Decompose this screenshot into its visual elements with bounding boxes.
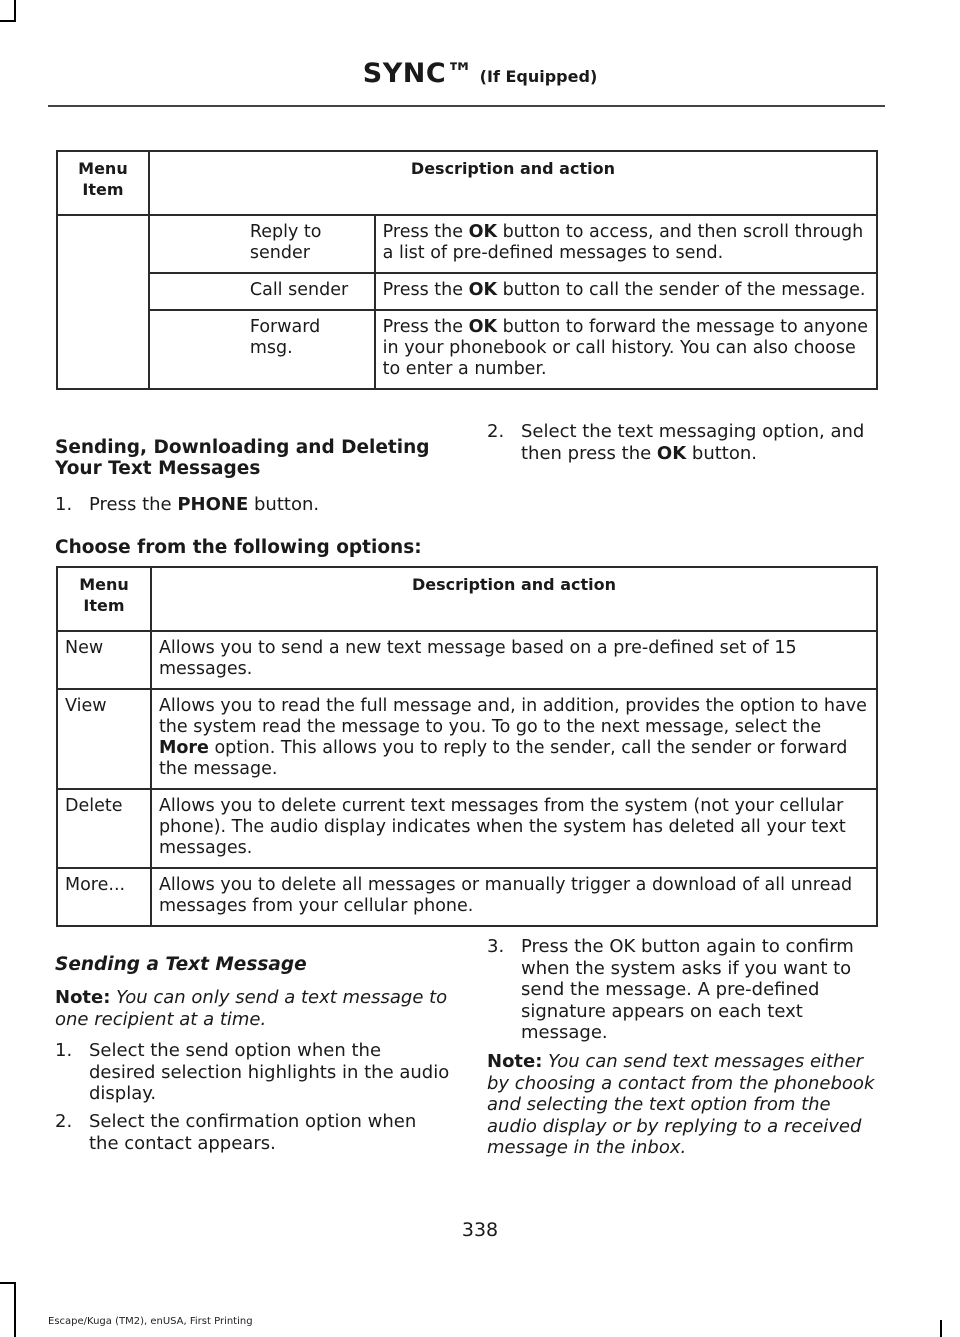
col-menu-item: Menu Item — [57, 567, 151, 631]
key-label: OK — [656, 442, 687, 464]
step-number: 3. — [487, 936, 505, 957]
header-subtitle: (If Equipped) — [479, 67, 598, 86]
step-text: Select the text messaging option, and then press the — [521, 421, 865, 464]
desc-text: Press the — [382, 317, 469, 337]
note-text: You can send text messages either by choosing a contact from the phonebook and selecting the text option from the audio display or by replying to a received message in the inbox. — [487, 1051, 875, 1158]
table-cell — [151, 789, 877, 868]
table-options — [56, 566, 878, 927]
crop-mark-top-left — [14, 0, 16, 22]
step-number: 2. — [487, 421, 505, 442]
crop-mark-top-left — [0, 20, 16, 22]
key-label: PHONE — [177, 494, 249, 515]
menu-item: View — [57, 689, 151, 789]
note-1 — [55, 987, 450, 1030]
desc-text: button to access, and then scroll through a list of pre-defined messages to send. — [382, 222, 864, 263]
header-rule — [48, 105, 885, 107]
menu-item: Delete — [57, 789, 151, 868]
step-number: 1. — [55, 494, 73, 515]
sub-item: Reply to sender — [249, 222, 322, 263]
sub-item: Call sender — [249, 280, 349, 300]
key-label: OK — [468, 280, 498, 300]
key-label: OK — [468, 317, 498, 337]
step-number: 2. — [55, 1111, 73, 1132]
choose-heading: Choose from the following options: — [55, 537, 422, 558]
page-header — [0, 58, 960, 89]
step-text: Press the OK button again to confirm when the system asks if you want to send the message. A pre-defined signature appears on each text message. — [521, 936, 854, 1043]
note-label: Note: — [487, 1051, 543, 1072]
step-text: Select the send option when the desired selection highlights in the audio display. — [89, 1040, 450, 1104]
table-cell — [375, 215, 877, 273]
desc-text: Press the — [382, 280, 469, 300]
desc-text: Allows you to send a new text message based on a pre-defined set of 15 messages. — [158, 638, 797, 679]
empty-cell — [57, 215, 149, 389]
step-text: button. — [686, 442, 757, 464]
step-text: Press the — [89, 494, 178, 515]
table-header-row — [57, 151, 877, 215]
col-description: Description and action — [151, 567, 877, 631]
table-row — [57, 310, 877, 389]
desc-text: Allows you to delete current text messages from the system (not your cellular phone). The audio display indicates when the system has deleted all your text messages. — [158, 796, 846, 858]
col-description: Description and action — [149, 151, 877, 215]
crop-mark-bottom-right — [940, 1320, 942, 1337]
table-cell — [149, 310, 375, 389]
step-text: button. — [248, 494, 320, 515]
table-cell — [149, 273, 375, 310]
section-heading: Sending, Downloading and Deleting Your Text Messages — [55, 437, 430, 479]
table-cell — [375, 273, 877, 310]
table-header-row — [57, 567, 877, 631]
sub-item: Forward msg. — [249, 317, 321, 358]
page-number: 338 — [461, 1219, 499, 1241]
menu-item: New — [57, 631, 151, 689]
table-cell — [375, 310, 877, 389]
table-row — [57, 215, 877, 273]
step-text: Select the confirmation option when the contact appears. — [89, 1111, 417, 1154]
crop-mark-bottom-left — [0, 1282, 16, 1284]
desc-text: Allows you to read the full message and, in addition, provides the option to have the system read the message to you. To go to the next message, select the — [158, 696, 867, 737]
table-message-actions — [56, 150, 878, 390]
desc-text: option. This allows you to reply to the sender, call the sender or forward the message. — [158, 738, 848, 779]
table-row — [57, 631, 877, 689]
subsection-heading: Sending a Text Message — [55, 954, 307, 975]
footer-text: Escape/Kuga (TM2), enUSA, First Printing — [48, 1316, 253, 1327]
table-cell — [151, 631, 877, 689]
note-text: You can only send a text message to one recipient at a time. — [55, 987, 448, 1030]
table-cell — [149, 215, 375, 273]
table-row — [57, 868, 877, 926]
desc-text: button to forward the message to anyone in your phonebook or call history. You can also choose to enter a number. — [382, 317, 869, 379]
key-label: OK — [468, 222, 498, 242]
key-label: More — [158, 738, 209, 758]
table-cell — [151, 868, 877, 926]
header-title: SYNC™ — [362, 58, 474, 89]
note-2 — [487, 1051, 883, 1159]
table-row — [57, 789, 877, 868]
table-row — [57, 689, 877, 789]
desc-text: button to call the sender of the message. — [497, 280, 866, 300]
table-cell — [151, 689, 877, 789]
col-menu-item: Menu Item — [57, 151, 149, 215]
crop-mark-bottom-left — [14, 1282, 16, 1337]
table-row — [57, 273, 877, 310]
step-number: 1. — [55, 1040, 73, 1061]
note-label: Note: — [55, 987, 111, 1008]
desc-text: Allows you to delete all messages or manually trigger a download of all unread messages from your cellular phone. — [158, 875, 853, 916]
desc-text: Press the — [382, 222, 469, 242]
menu-item: More... — [57, 868, 151, 926]
